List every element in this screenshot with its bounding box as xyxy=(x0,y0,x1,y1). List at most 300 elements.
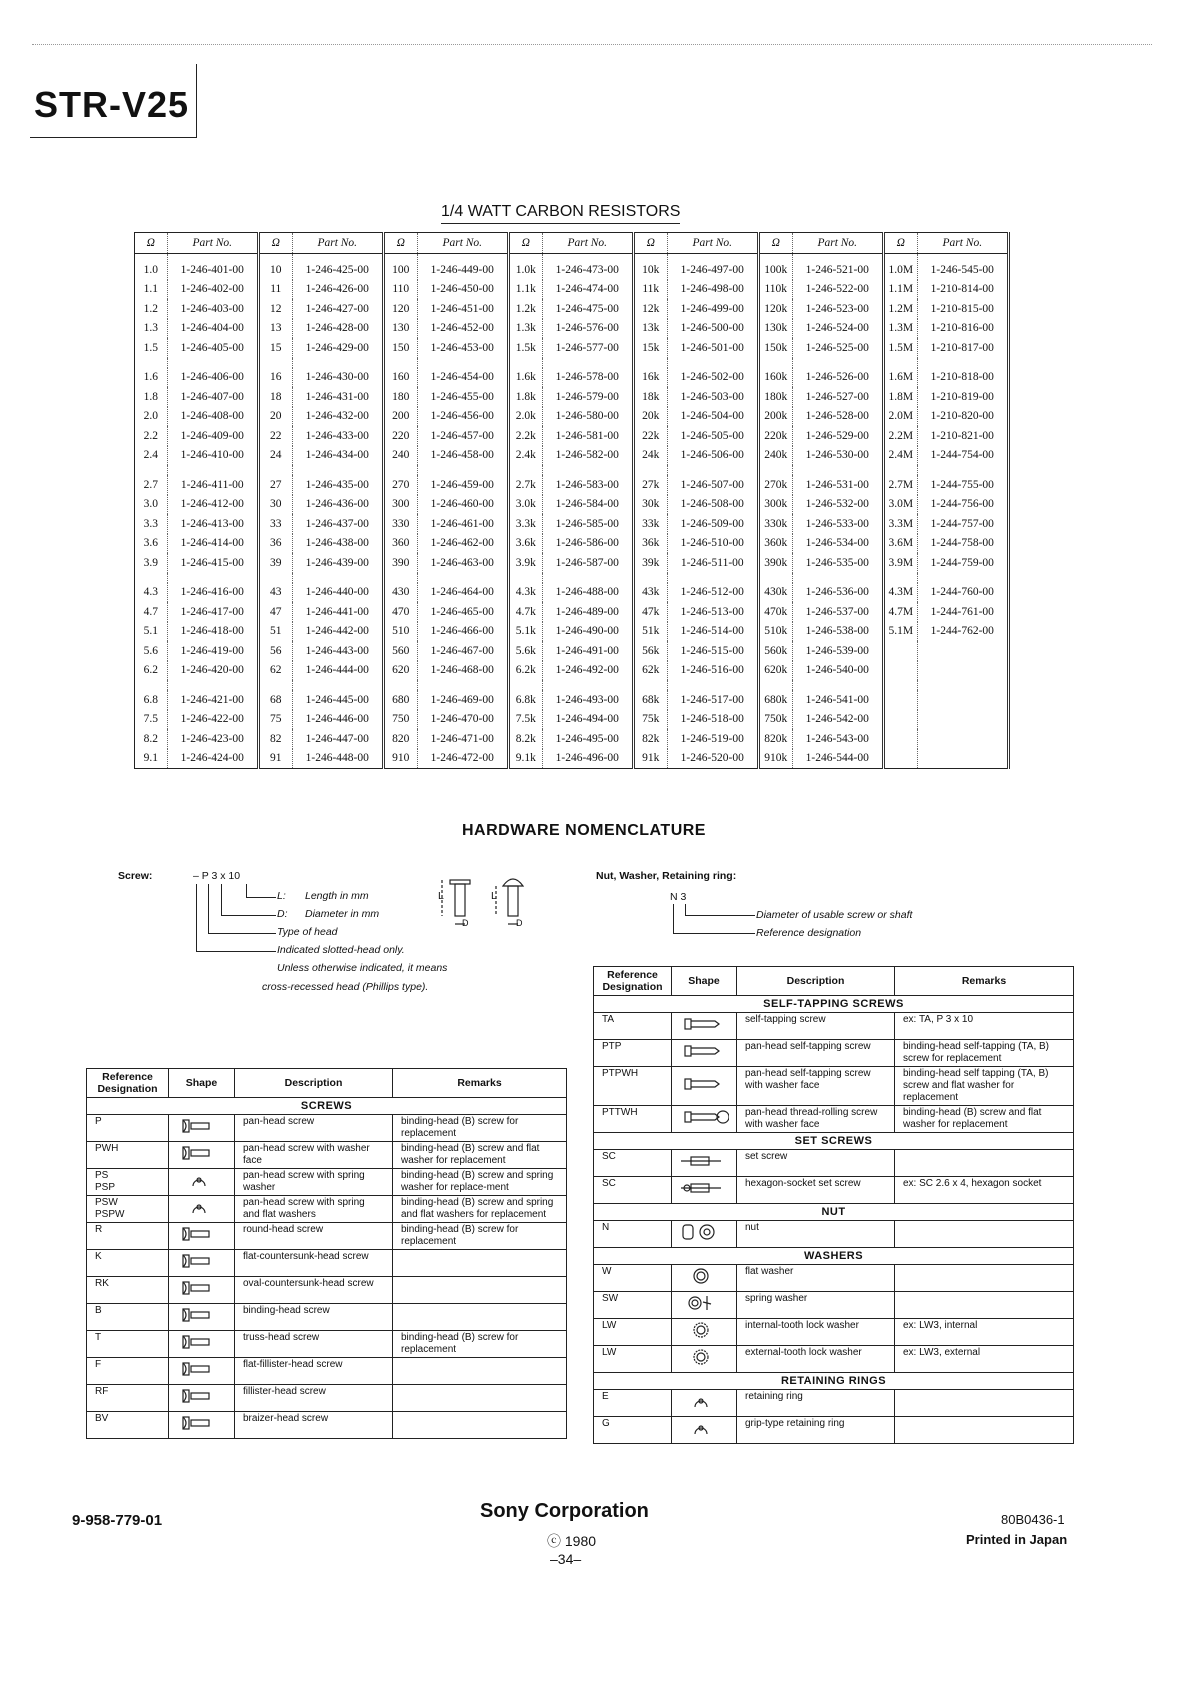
remarks: binding-head (B) screw and flat washer for replacement xyxy=(895,1106,1074,1133)
nut-washer-table xyxy=(593,966,1074,1444)
resistance-value: 1.6k xyxy=(508,368,542,388)
resistance-value: 16k xyxy=(633,368,667,388)
spacer-cell xyxy=(167,465,258,475)
spacer-cell xyxy=(383,680,417,690)
part-number xyxy=(917,661,1008,681)
pan-head-spring-washer-screw-icon xyxy=(177,1181,227,1192)
part-number: 1-246-460-00 xyxy=(417,495,508,515)
spacer-cell xyxy=(258,573,292,583)
resistance-value: 5.6 xyxy=(135,641,168,661)
part-number: 1-244-760-00 xyxy=(917,583,1008,603)
part-number: 1-246-407-00 xyxy=(167,387,258,407)
resistor-row xyxy=(135,299,1009,319)
part-number: 1-246-448-00 xyxy=(292,749,383,769)
resistance-value: 13 xyxy=(258,319,292,339)
resistance-value: 100k xyxy=(758,254,792,280)
remarks: ex: LW3, external xyxy=(895,1346,1074,1373)
part-number: 1-210-819-00 xyxy=(917,387,1008,407)
part-number: 1-246-427-00 xyxy=(292,299,383,319)
resistance-value: 2.4k xyxy=(508,446,542,466)
resistance-value: 430 xyxy=(383,583,417,603)
shape-cell xyxy=(672,1319,737,1346)
resistance-value: 3.0M xyxy=(883,495,917,515)
part-number xyxy=(917,729,1008,749)
part-number: 1-246-531-00 xyxy=(792,475,883,495)
hardware-row xyxy=(87,1223,567,1250)
part-number: 1-210-814-00 xyxy=(917,280,1008,300)
resistance-value: 39k xyxy=(633,553,667,573)
part-number: 1-244-754-00 xyxy=(917,446,1008,466)
screw-code: – P 3 x 10 xyxy=(193,870,241,882)
resistance-value: 680k xyxy=(758,690,792,710)
part-no-column-header: Part No. xyxy=(417,233,508,254)
part-number: 1-246-530-00 xyxy=(792,446,883,466)
resistance-value: 24 xyxy=(258,446,292,466)
resistance-value: 2.2k xyxy=(508,426,542,446)
resistance-value: 1.8 xyxy=(135,387,168,407)
hardware-row xyxy=(87,1358,567,1385)
resistor-row xyxy=(135,495,1009,515)
part-number: 1-246-429-00 xyxy=(292,338,383,358)
hardware-row xyxy=(87,1196,567,1223)
hardware-row xyxy=(87,1142,567,1169)
description: self-tapping screw xyxy=(737,1013,895,1040)
resistance-value: 470k xyxy=(758,602,792,622)
resistance-value: 4.7 xyxy=(135,602,168,622)
remarks-header: Remarks xyxy=(393,1069,567,1098)
leader-line xyxy=(246,897,276,898)
spacer-cell xyxy=(508,358,542,368)
nut-icon xyxy=(679,1233,729,1244)
part-number: 1-246-430-00 xyxy=(292,368,383,388)
resistor-row xyxy=(135,622,1009,642)
description: hexagon-socket set screw xyxy=(737,1177,895,1204)
part-number: 1-246-419-00 xyxy=(167,641,258,661)
desc-header: Description xyxy=(235,1069,393,1098)
copyright: ⓒ 1980 xyxy=(547,1533,597,1549)
part-number: 1-246-424-00 xyxy=(167,749,258,769)
resistance-value: 560k xyxy=(758,641,792,661)
resistance-value: 36k xyxy=(633,534,667,554)
spacer-cell xyxy=(258,680,292,690)
leader-line xyxy=(221,915,276,916)
group-spacer xyxy=(135,680,1009,690)
resistance-value: 7.5 xyxy=(135,710,168,730)
thread-rolling-screw-icon xyxy=(679,1118,729,1129)
screw-length-desc: Length in mm xyxy=(305,890,369,902)
part-number: 1-210-815-00 xyxy=(917,299,1008,319)
resistance-value: 20k xyxy=(633,407,667,427)
e-ring-icon xyxy=(679,1402,729,1413)
shape-cell xyxy=(169,1169,235,1196)
spacer-cell xyxy=(383,465,417,475)
ref-designation: LW xyxy=(594,1319,672,1346)
group-spacer xyxy=(135,465,1009,475)
hardware-row xyxy=(87,1304,567,1331)
spacer-cell xyxy=(667,573,758,583)
part-number: 1-246-528-00 xyxy=(792,407,883,427)
oval-countersunk-screw-icon xyxy=(177,1289,227,1300)
part-number: 1-246-436-00 xyxy=(292,495,383,515)
part-number: 1-210-816-00 xyxy=(917,319,1008,339)
part-number: 1-246-579-00 xyxy=(542,387,633,407)
part-number: 1-246-488-00 xyxy=(542,583,633,603)
remarks: binding-head (B) screw and flat washer for replacement xyxy=(393,1142,567,1169)
resistance-value: 12k xyxy=(633,299,667,319)
part-number xyxy=(917,690,1008,710)
hardware-row xyxy=(594,1319,1074,1346)
description: internal-tooth lock washer xyxy=(737,1319,895,1346)
description: flat-countersunk-head screw xyxy=(235,1250,393,1277)
resistance-value: 1.8k xyxy=(508,387,542,407)
resistance-value: 33k xyxy=(633,514,667,534)
resistance-value: 22k xyxy=(633,426,667,446)
part-number: 1-246-537-00 xyxy=(792,602,883,622)
spacer-cell xyxy=(167,358,258,368)
part-number: 1-246-576-00 xyxy=(542,319,633,339)
resistance-value: 62k xyxy=(633,661,667,681)
shape-cell xyxy=(672,1177,737,1204)
resistance-value: 1.0 xyxy=(135,254,168,280)
resistance-value: 51k xyxy=(633,622,667,642)
resistors-title: 1/4 WATT CARBON RESISTORS xyxy=(441,203,680,224)
resistance-value: 470 xyxy=(383,602,417,622)
resistance-value xyxy=(883,690,917,710)
nut-reference-desc: Reference designation xyxy=(756,927,862,939)
screw-diameter-key: D: xyxy=(277,908,288,920)
ref-designation: BV xyxy=(87,1412,169,1439)
resistance-value: 2.0 xyxy=(135,407,168,427)
section-title: RETAINING RINGS xyxy=(594,1373,1074,1390)
resistance-value: 360k xyxy=(758,534,792,554)
part-number: 1-246-532-00 xyxy=(792,495,883,515)
part-number: 1-246-540-00 xyxy=(792,661,883,681)
remarks: binding-head self tapping (TA, B) screw and flat washer for replacement xyxy=(895,1067,1074,1106)
shape-cell xyxy=(169,1385,235,1412)
part-number: 1-246-501-00 xyxy=(667,338,758,358)
part-number: 1-246-582-00 xyxy=(542,446,633,466)
part-number: 1-246-498-00 xyxy=(667,280,758,300)
part-number: 1-246-491-00 xyxy=(542,641,633,661)
resistance-value: 47 xyxy=(258,602,292,622)
resistance-value: 15 xyxy=(258,338,292,358)
resistance-value: 300k xyxy=(758,495,792,515)
part-number: 1-246-499-00 xyxy=(667,299,758,319)
section-title: WASHERS xyxy=(594,1248,1074,1265)
hardware-row xyxy=(594,1150,1074,1177)
part-number: 1-246-489-00 xyxy=(542,602,633,622)
spacer-cell xyxy=(135,680,168,690)
shape-header: Shape xyxy=(672,967,737,996)
top-border-line xyxy=(32,44,1152,45)
spacer-cell xyxy=(917,680,1008,690)
resistor-row xyxy=(135,407,1009,427)
resistance-value: 910 xyxy=(383,749,417,769)
shape-cell xyxy=(672,1067,737,1106)
part-number: 1-246-505-00 xyxy=(667,426,758,446)
screw-note-line2: cross-recessed head (Phillips type). xyxy=(262,981,429,993)
resistance-value: 62 xyxy=(258,661,292,681)
part-number: 1-246-409-00 xyxy=(167,426,258,446)
nut-code: N 3 xyxy=(670,891,687,903)
part-number: 1-246-452-00 xyxy=(417,319,508,339)
hardware-row xyxy=(594,1292,1074,1319)
spacer-cell xyxy=(633,465,667,475)
ref-designation: W xyxy=(594,1265,672,1292)
shape-cell xyxy=(672,1292,737,1319)
spacer-cell xyxy=(508,465,542,475)
leader-line xyxy=(221,884,222,916)
part-number: 1-244-762-00 xyxy=(917,622,1008,642)
resistance-value: 75 xyxy=(258,710,292,730)
resistance-value: 39 xyxy=(258,553,292,573)
part-number: 1-246-514-00 xyxy=(667,622,758,642)
hardware-title: HARDWARE NOMENCLATURE xyxy=(462,822,706,839)
screw-note-line1: Unless otherwise indicated, it means xyxy=(277,962,448,974)
part-number: 1-246-496-00 xyxy=(542,749,633,769)
part-number: 1-246-423-00 xyxy=(167,729,258,749)
resistance-value: 220k xyxy=(758,426,792,446)
resistance-value: 820k xyxy=(758,729,792,749)
binding-head-screw-icon xyxy=(177,1316,227,1327)
resistance-value: 1.2 xyxy=(135,299,168,319)
ref-designation: N xyxy=(594,1221,672,1248)
part-number: 1-246-533-00 xyxy=(792,514,883,534)
description: retaining ring xyxy=(737,1390,895,1417)
part-number: 1-246-521-00 xyxy=(792,254,883,280)
spacer-cell xyxy=(883,358,917,368)
resistance-value: 16 xyxy=(258,368,292,388)
ref-designation: R xyxy=(87,1223,169,1250)
part-number: 1-246-492-00 xyxy=(542,661,633,681)
resistance-value xyxy=(883,729,917,749)
shape-cell xyxy=(169,1115,235,1142)
part-number: 1-244-759-00 xyxy=(917,553,1008,573)
spacer-cell xyxy=(758,573,792,583)
part-no-column-header: Part No. xyxy=(917,233,1008,254)
part-number: 1-246-442-00 xyxy=(292,622,383,642)
leader-line xyxy=(208,884,209,934)
resistance-value: 3.0k xyxy=(508,495,542,515)
resistance-value: 33 xyxy=(258,514,292,534)
part-number: 1-246-468-00 xyxy=(417,661,508,681)
resistance-value: 5.1k xyxy=(508,622,542,642)
hardware-row xyxy=(594,1265,1074,1292)
resistance-value: 3.3M xyxy=(883,514,917,534)
hardware-row xyxy=(594,1067,1074,1106)
part-number: 1-246-431-00 xyxy=(292,387,383,407)
company-name: Sony Corporation xyxy=(480,1500,649,1522)
ref-designation: P xyxy=(87,1115,169,1142)
round-head-screw-icon xyxy=(177,1235,227,1246)
leader-line xyxy=(685,915,755,916)
part-number: 1-246-472-00 xyxy=(417,749,508,769)
part-number: 1-246-508-00 xyxy=(667,495,758,515)
resistor-row xyxy=(135,641,1009,661)
resistor-row xyxy=(135,710,1009,730)
part-number: 1-210-820-00 xyxy=(917,407,1008,427)
part-number: 1-246-524-00 xyxy=(792,319,883,339)
self-tapping-screw-icon xyxy=(679,1025,729,1036)
group-spacer xyxy=(135,358,1009,368)
description: nut xyxy=(737,1221,895,1248)
remarks-header: Remarks xyxy=(895,967,1074,996)
part-number: 1-246-497-00 xyxy=(667,254,758,280)
hardware-row xyxy=(594,1390,1074,1417)
resistance-value: 30k xyxy=(633,495,667,515)
resistance-value: 150 xyxy=(383,338,417,358)
part-number: 1-246-522-00 xyxy=(792,280,883,300)
part-number: 1-246-450-00 xyxy=(417,280,508,300)
resistance-value: 18k xyxy=(633,387,667,407)
part-number: 1-246-469-00 xyxy=(417,690,508,710)
part-number: 1-246-474-00 xyxy=(542,280,633,300)
resistance-value: 3.9k xyxy=(508,553,542,573)
section-title: SELF-TAPPING SCREWS xyxy=(594,996,1074,1013)
resistance-value: 1.0k xyxy=(508,254,542,280)
part-number: 1-246-503-00 xyxy=(667,387,758,407)
part-number: 1-246-457-00 xyxy=(417,426,508,446)
resistance-value: 6.2k xyxy=(508,661,542,681)
pan-head-self-tapping-screw-icon xyxy=(679,1052,729,1063)
spacer-cell xyxy=(383,573,417,583)
part-number: 1-246-581-00 xyxy=(542,426,633,446)
ref-designation: SW xyxy=(594,1292,672,1319)
resistance-value: 360 xyxy=(383,534,417,554)
part-number: 1-246-455-00 xyxy=(417,387,508,407)
document-number: 9-958-779-01 xyxy=(72,1512,163,1529)
screw-dimension-icon xyxy=(438,872,544,934)
resistance-value xyxy=(883,749,917,769)
part-number: 1-246-404-00 xyxy=(167,319,258,339)
resistance-value: 510k xyxy=(758,622,792,642)
screw-label: Screw: xyxy=(118,870,153,882)
ref-designation: SC xyxy=(594,1177,672,1204)
ref-designation: PTTWH xyxy=(594,1106,672,1133)
remarks: binding-head (B) screw for replacement xyxy=(393,1331,567,1358)
screw-length-key: L: xyxy=(277,890,286,902)
ohm-column-header: Ω xyxy=(508,233,542,254)
resistance-value: 8.2k xyxy=(508,729,542,749)
ohm-column-header: Ω xyxy=(135,233,168,254)
remarks: binding-head (B) screw for replacement xyxy=(393,1115,567,1142)
section-row xyxy=(87,1098,567,1115)
spacer-cell xyxy=(292,573,383,583)
fillister-head-screw-icon xyxy=(177,1397,227,1408)
spacer-cell xyxy=(667,358,758,368)
ohm-column-header: Ω xyxy=(258,233,292,254)
resistance-value: 3.9 xyxy=(135,553,168,573)
part-number: 1-246-515-00 xyxy=(667,641,758,661)
part-number: 1-246-435-00 xyxy=(292,475,383,495)
spacer-cell xyxy=(508,573,542,583)
shape-cell xyxy=(169,1196,235,1223)
description: pan-head screw with spring and flat washers xyxy=(235,1196,393,1223)
ohm-column-header: Ω xyxy=(383,233,417,254)
pan-head-screw-icon xyxy=(177,1127,227,1138)
resistance-value: 91k xyxy=(633,749,667,769)
part-number: 1-210-817-00 xyxy=(917,338,1008,358)
ref-designation: PWH xyxy=(87,1142,169,1169)
part-number: 1-246-415-00 xyxy=(167,553,258,573)
resistance-value: 160k xyxy=(758,368,792,388)
resistor-row xyxy=(135,514,1009,534)
hardware-row xyxy=(594,1177,1074,1204)
ref-designation: PSW PSPW xyxy=(87,1196,169,1223)
part-number: 1-210-818-00 xyxy=(917,368,1008,388)
screw-head-type: Type of head xyxy=(277,926,338,938)
resistance-value: 82 xyxy=(258,729,292,749)
part-number: 1-246-438-00 xyxy=(292,534,383,554)
ohm-column-header: Ω xyxy=(633,233,667,254)
leader-line xyxy=(208,933,276,934)
section-row xyxy=(594,1204,1074,1221)
shape-cell xyxy=(169,1223,235,1250)
spring-washer-icon xyxy=(679,1304,729,1315)
resistance-value: 2.0k xyxy=(508,407,542,427)
part-number: 1-246-465-00 xyxy=(417,602,508,622)
part-number: 1-246-405-00 xyxy=(167,338,258,358)
hexagon-socket-set-screw-icon xyxy=(679,1189,729,1200)
resistance-value: 1.2k xyxy=(508,299,542,319)
part-number: 1-246-507-00 xyxy=(667,475,758,495)
part-number: 1-246-586-00 xyxy=(542,534,633,554)
resistance-value: 6.2 xyxy=(135,661,168,681)
spacer-cell xyxy=(417,358,508,368)
resistance-value: 3.3 xyxy=(135,514,168,534)
braizer-head-screw-icon xyxy=(177,1424,227,1435)
part-number: 1-246-453-00 xyxy=(417,338,508,358)
resistance-value: 240k xyxy=(758,446,792,466)
shape-cell xyxy=(169,1277,235,1304)
spacer-cell xyxy=(667,680,758,690)
description: pan-head screw with washer face xyxy=(235,1142,393,1169)
hardware-row xyxy=(594,1417,1074,1444)
shape-cell xyxy=(169,1331,235,1358)
spacer-cell xyxy=(292,465,383,475)
section-row xyxy=(594,1373,1074,1390)
resistance-value: 36 xyxy=(258,534,292,554)
part-number: 1-246-585-00 xyxy=(542,514,633,534)
resistor-row xyxy=(135,690,1009,710)
resistor-row xyxy=(135,602,1009,622)
resistance-value: 7.5k xyxy=(508,710,542,730)
shape-cell xyxy=(672,1013,737,1040)
remarks xyxy=(393,1412,567,1439)
part-no-column-header: Part No. xyxy=(292,233,383,254)
resistance-value: 220 xyxy=(383,426,417,446)
resistance-value: 13k xyxy=(633,319,667,339)
resistance-value: 56 xyxy=(258,641,292,661)
shape-cell xyxy=(169,1412,235,1439)
part-number: 1-246-510-00 xyxy=(667,534,758,554)
resistance-value: 130k xyxy=(758,319,792,339)
part-no-column-header: Part No. xyxy=(167,233,258,254)
resistance-value: 1.5k xyxy=(508,338,542,358)
ref-designation: SC xyxy=(594,1150,672,1177)
ohm-column-header: Ω xyxy=(883,233,917,254)
part-number: 1-246-445-00 xyxy=(292,690,383,710)
resistance-value: 160 xyxy=(383,368,417,388)
part-number: 1-246-545-00 xyxy=(917,254,1008,280)
shape-cell xyxy=(169,1358,235,1385)
spacer-cell xyxy=(417,573,508,583)
resistance-value: 1.3 xyxy=(135,319,168,339)
remarks: binding-head (B) screw and spring washer for replace-ment xyxy=(393,1169,567,1196)
shape-cell xyxy=(672,1265,737,1292)
resistance-value: 330k xyxy=(758,514,792,534)
spacer-cell xyxy=(258,465,292,475)
